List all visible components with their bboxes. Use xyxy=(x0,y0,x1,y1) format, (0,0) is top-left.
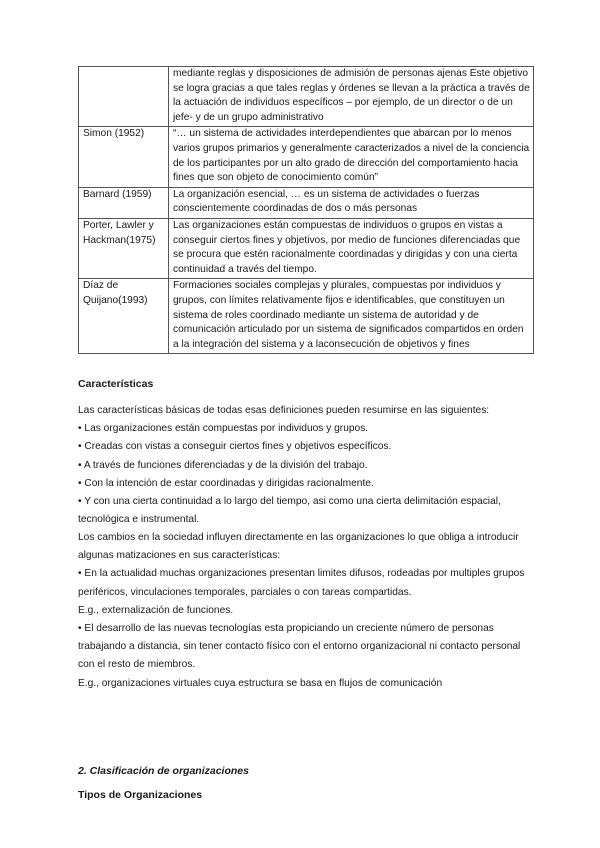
list-item: • Las organizaciones están compuestas por individuos y grupos. xyxy=(78,423,369,435)
subsection-heading: Tipos de Organizaciones xyxy=(78,789,203,801)
list-item: E.g., organizaciones virtuales cuya estructura se basa en flujos de comunicación xyxy=(78,677,443,689)
characteristics-block xyxy=(78,402,528,529)
author-cell: Díaz de Quijano(1993) xyxy=(79,279,169,354)
table-row xyxy=(79,279,534,354)
list-item: • Con la intención de estar coordinadas y dirigidas racionalmente. xyxy=(78,477,374,489)
section-heading: 2. Clasificación de organizaciones xyxy=(78,765,249,777)
definition-cell: “… un sistema de actividades interdependientes que abarcan por lo menos varios grupos primarios y generalmente caracterizados a nivel de la conciencia de los participantes por un alto grado de dirección del comportamiento hacia fines que son objeto de conocimiento común” xyxy=(169,127,534,187)
list-item: • Y con una cierta continuidad a lo largo del tiempo, asi como una cierta delimitación espacial, tecnológica e instrumental. xyxy=(78,496,501,526)
table-row xyxy=(79,187,534,218)
list-item: • El desarrollo de las nuevas tecnologías esta propiciando un creciente número de personas trabajando a distancia, sin tener contacto físico con el entorno organizacional ni contacto personal con el resto de miembros. xyxy=(78,623,521,671)
author-cell xyxy=(79,67,169,127)
characteristics-title: Características xyxy=(78,378,154,390)
list-item: E.g., externalización de funciones. xyxy=(78,604,234,616)
definition-cell: Las organizaciones están compuestas de individuos o grupos en vistas a conseguir ciertos fines y objetivos, por medio de funciones diferenciadas que se procura que estén racionalmente coordinadas y dirigidas y con una cierta continuidad a través del tiempo. xyxy=(169,218,534,278)
table-row xyxy=(79,127,534,187)
changes-block xyxy=(78,529,528,693)
list-item: • En la actualidad muchas organizaciones presentan limites difusos, rodeadas por multiples grupos periféricos, vinculaciones temporales, parciales o con tareas compartidas. xyxy=(78,568,525,598)
author-cell: Porter, Lawler y Hackman(1975) xyxy=(79,218,169,278)
definition-cell: La organización esencial, … es un sistema de actividades o fuerzas conscientemente coordinadas de dos o más personas xyxy=(169,187,534,218)
author-cell: Barnard (1959) xyxy=(79,187,169,218)
list-item: • Creadas con vistas a conseguir ciertos fines y objetivos específicos. xyxy=(78,441,392,453)
definitions-table xyxy=(78,66,534,354)
definition-cell: Formaciones sociales complejas y plurales, compuestas por individuos y grupos, con límites relativamente fijos e identificables, que constituyen un sistema de roles coordinado mediante un sistema de autoridad y de comunicación articulado por un sistema de significados compartidos en orden a la integración del sistema y a laconsecución de objetivos y fines xyxy=(169,279,534,354)
table-row xyxy=(79,67,534,127)
table-row xyxy=(79,218,534,278)
list-item: • A través de funciones diferenciadas y de la división del trabajo. xyxy=(78,459,368,471)
definition-cell: mediante reglas y disposiciones de admisión de personas ajenas Este objetivo se logra gracias a que tales reglas y órdenes se llevan a la práctica a través de la actuación de individuos específicos – por ejemplo, de un director o de un jefe- y de un grupo administrativo xyxy=(169,67,534,127)
changes-intro: Los cambios en la sociedad influyen directamente en las organizaciones lo que obliga a introducir algunas matizaciones en sus características: xyxy=(78,532,519,562)
author-cell: Simon (1952) xyxy=(79,127,169,187)
characteristics-intro: Las características básicas de todas esas definiciones pueden resumirse en las siguientes: xyxy=(78,405,490,416)
